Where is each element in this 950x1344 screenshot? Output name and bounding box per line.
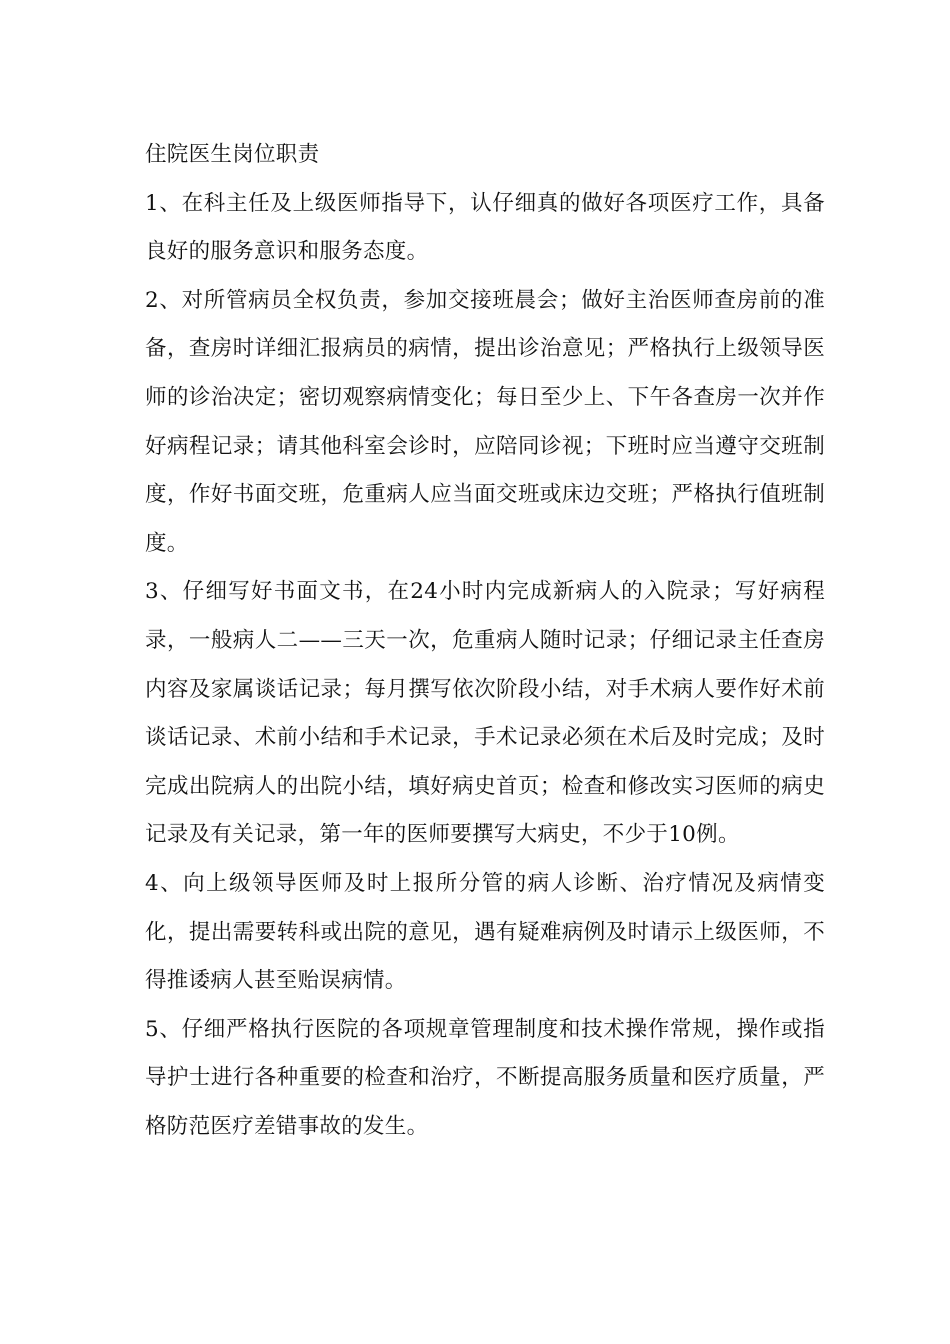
paragraph-1: 1、在科主任及上级医师指导下，认仔细真的做好各项医疗工作，具备良好的服务意识和服务态度。 bbox=[145, 190, 825, 265]
paragraph-3: 3、仔细写好书面文书，在24小时内完成新病人的入院录；写好病程录，一般病人二——三天一次，危重病人随时记录；仔细记录主任查房内容及家属谈话记录；每月撰写依次阶段小结，对手术病人要作好术前谈话记录、术前小结和手术记录，手术记录必须在术后及时完成；及时完成出院病人的出院小结，填好病史首页；检查和修改实习医师的病史记录及有关记录，第一年的医师要撰写大病史，不少于10例。 bbox=[145, 579, 825, 848]
paragraph-2: 2、对所管病员全权负责，参加交接班晨会；做好主治医师查房前的准备，查房时详细汇报病员的病情，提出诊治意见；严格执行上级领导医师的诊治决定；密切观察病情变化；每日至少上、下午各查房一次并作好病程记录；请其他科室会诊时，应陪同诊视；下班时应当遵守交班制度，作好书面交班，危重病人应当面交班或床边交班；严格执行值班制度。 bbox=[145, 287, 825, 556]
document-body bbox=[145, 131, 825, 1151]
paragraph-5: 5、仔细严格执行医院的各项规章管理制度和技术操作常规，操作或指导护士进行各种重要的检查和治疗，不断提高服务质量和医疗质量，严格防范医疗差错事故的发生。 bbox=[145, 1016, 825, 1139]
paragraph-4: 4、向上级领导医师及时上报所分管的病人诊断、治疗情况及病情变化，提出需要转科或出院的意见，遇有疑难病例及时请示上级医师，不得推诿病人甚至贻误病情。 bbox=[145, 870, 825, 994]
document-title: 住院医生岗位职责 bbox=[145, 142, 320, 167]
